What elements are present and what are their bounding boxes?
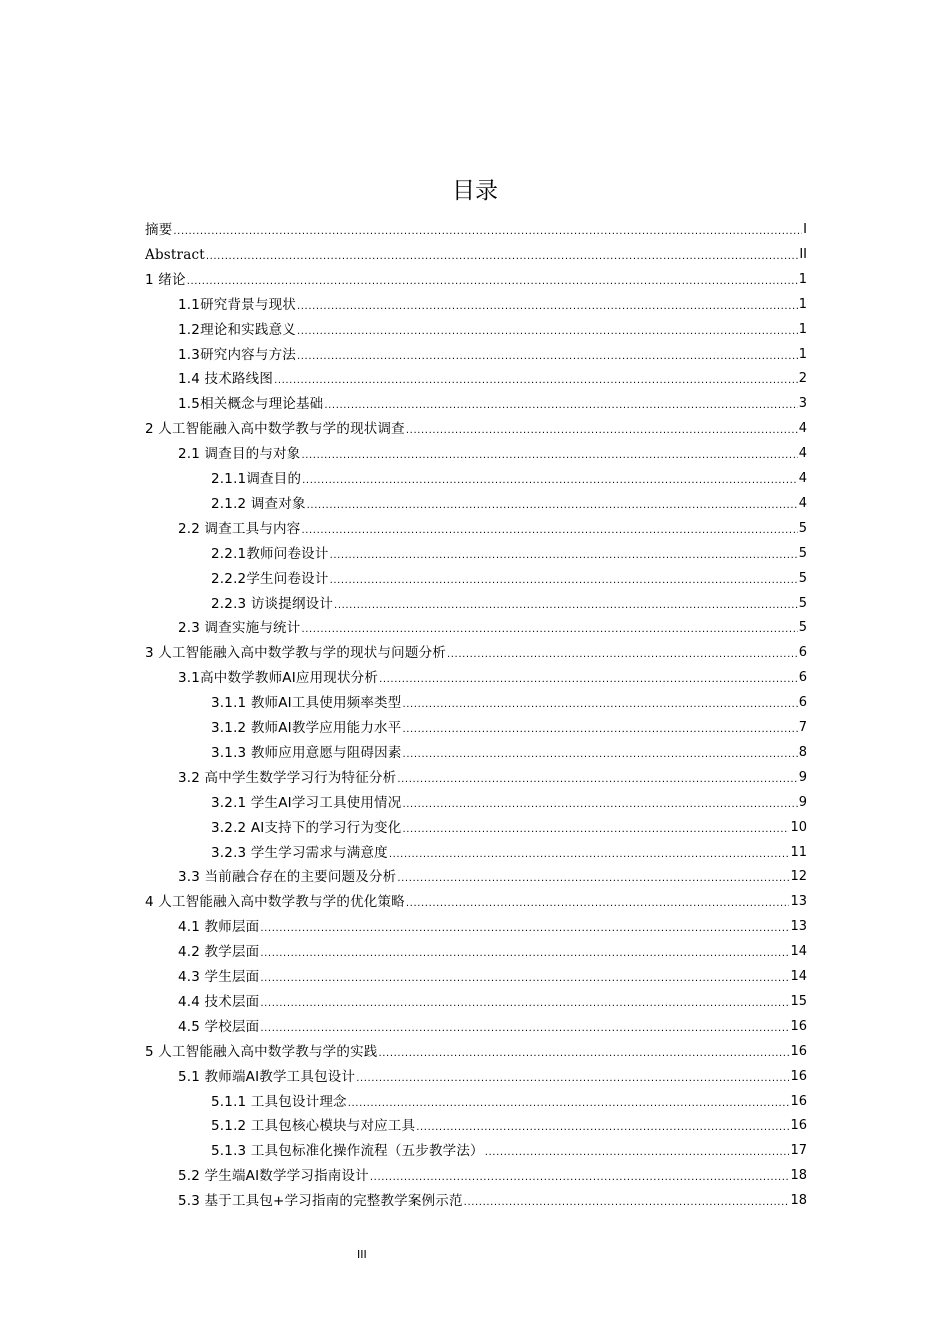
toc-entry-label: 5.2 学生端AI数学学习指南设计 [178, 1168, 369, 1185]
toc-entry-page: 7 [798, 720, 807, 735]
toc-entry-label: 5.1.3 工具包标准化操作流程（五步教学法） [211, 1143, 484, 1160]
dot-leader [324, 395, 797, 413]
toc-entry[interactable] [178, 613, 807, 637]
toc-entry-label: 2.2.2学生问卷设计 [211, 570, 329, 587]
toc-entry[interactable] [145, 414, 807, 438]
toc-entry[interactable] [178, 862, 807, 886]
toc-entry-page: 5 [798, 570, 807, 586]
toc-entry-label: 4.2 教学层面 [178, 944, 260, 961]
toc-entry[interactable] [145, 638, 807, 662]
toc-entry[interactable] [178, 962, 807, 986]
toc-title: 目录 [452, 178, 498, 204]
toc-entry-label: 1.5相关概念与理论基础 [178, 396, 324, 413]
toc-entry-page: 2 [798, 371, 807, 387]
toc-entry[interactable] [211, 813, 807, 837]
toc-entry-label: 1.3研究内容与方法 [178, 346, 296, 363]
toc-entry-label: 2.1 调查目的与对象 [178, 446, 301, 463]
dot-leader [397, 769, 797, 787]
toc-entry-label: 5 人工智能融入高中数学教与学的实践 [145, 1043, 378, 1060]
dot-leader [301, 619, 797, 637]
dot-leader [173, 221, 802, 239]
toc-entry[interactable] [145, 1037, 807, 1061]
dot-leader [274, 370, 798, 388]
toc-entry-page: 1 [798, 271, 807, 287]
dot-leader [260, 918, 789, 936]
toc-entry-label: 3.3 当前融合存在的主要问题及分析 [178, 869, 397, 886]
toc-entry[interactable] [145, 887, 807, 911]
dot-leader [402, 794, 797, 812]
toc-entry-page: I [803, 222, 807, 237]
toc-entry[interactable] [211, 688, 807, 712]
dot-leader [297, 346, 798, 364]
toc-entry-label: 3.2.2 AI支持下的学习行为变化 [211, 819, 402, 836]
toc-entry[interactable] [211, 838, 807, 862]
toc-entry-label: 4.4 技术层面 [178, 993, 260, 1010]
toc-entry-label: 3.1.1 教师AI工具使用频率类型 [211, 695, 402, 712]
dot-leader [297, 321, 798, 339]
toc-entry-page: 13 [790, 894, 807, 910]
toc-entry[interactable] [211, 464, 807, 488]
dot-leader [260, 968, 789, 986]
toc-entry[interactable] [211, 713, 807, 737]
toc-entry-label: 1 绪论 [145, 271, 186, 288]
toc-entry[interactable] [178, 1012, 807, 1036]
page-number: III [357, 1248, 367, 1261]
toc-entry[interactable] [178, 937, 807, 961]
toc-entry-label: 5.3 基于工具包+学习指南的完整教学案例示范 [178, 1193, 463, 1210]
toc-entry-label: 4.5 学校层面 [178, 1018, 260, 1035]
toc-entry-page: 12 [790, 869, 807, 885]
toc-entry-page: 17 [790, 1143, 807, 1159]
toc-entry[interactable] [145, 240, 807, 264]
toc-entry-page: 16 [790, 1068, 807, 1084]
toc-entry-page: 4 [798, 471, 807, 486]
toc-entry[interactable] [178, 912, 807, 936]
toc-entry-page: 11 [790, 844, 807, 860]
toc-entry-label: 2 人工智能融入高中数学教与学的现状调查 [145, 421, 405, 438]
toc-entry[interactable] [178, 364, 807, 388]
dot-leader [370, 1167, 790, 1185]
toc-entry-page: 9 [798, 769, 807, 785]
toc-entry-page: 5 [798, 520, 807, 536]
toc-entry[interactable] [178, 514, 807, 538]
toc-entry[interactable] [178, 340, 807, 364]
dot-leader [330, 570, 798, 588]
toc-entry[interactable] [211, 564, 807, 588]
toc-entry[interactable] [211, 738, 807, 762]
toc-entry-page: 18 [790, 1168, 807, 1184]
toc-entry-label: 4.1 教师层面 [178, 919, 260, 936]
toc-entry-label: 2.2.3 访谈提纲设计 [211, 595, 334, 612]
dot-leader [485, 1142, 790, 1160]
toc-entry[interactable] [211, 1087, 807, 1111]
toc-entry-label: 5.1.2 工具包核心模块与对应工具 [211, 1118, 416, 1135]
dot-leader [330, 545, 798, 563]
toc-entry-page: 5 [798, 595, 807, 611]
toc-entry-label: 4.3 学生层面 [178, 969, 260, 985]
toc-entry-page: II [799, 246, 807, 262]
toc-entry-page: 3 [798, 396, 807, 412]
toc-entry[interactable] [211, 539, 807, 563]
toc-entry-page: 10 [790, 819, 807, 835]
toc-entry-page: 5 [798, 545, 807, 561]
dot-leader [406, 420, 798, 438]
dot-leader [206, 246, 798, 264]
toc-entry-label: 2.1.2 调查对象 [211, 495, 306, 512]
toc-entry[interactable] [178, 1062, 807, 1086]
toc-entry-page: 14 [790, 969, 807, 984]
toc-entry[interactable] [178, 987, 807, 1011]
toc-entry[interactable] [145, 265, 807, 289]
toc-entry-page: 4 [798, 446, 807, 462]
dot-leader [416, 1117, 789, 1135]
toc-entry-page: 6 [798, 695, 807, 711]
toc-entry[interactable] [178, 389, 807, 413]
toc-entry-label: 1.2理论和实践意义 [178, 321, 296, 338]
toc-entry-page: 13 [790, 919, 807, 935]
toc-entry[interactable] [178, 663, 807, 687]
toc-entry[interactable] [211, 489, 807, 513]
dot-leader [378, 1043, 789, 1061]
dot-leader [297, 296, 798, 314]
toc-entry[interactable] [211, 1136, 807, 1160]
toc-entry-label: 4 人工智能融入高中数学教与学的优化策略 [145, 894, 405, 911]
toc-entry[interactable] [178, 290, 807, 314]
toc-entry-page: 4 [798, 421, 807, 437]
toc-entry-page: 16 [790, 1093, 807, 1109]
toc-entry-page: 1 [798, 321, 807, 337]
toc-entry-label: 2.1.1调查目的 [211, 471, 302, 487]
toc-entry[interactable] [211, 1111, 807, 1135]
toc-entry-label: 2.3 调查实施与统计 [178, 620, 301, 637]
toc-entry-label: 2.2.1教师问卷设计 [211, 545, 329, 562]
toc-entry-page: 6 [798, 645, 807, 661]
dot-leader [402, 694, 797, 712]
toc-entry[interactable] [178, 763, 807, 787]
dot-leader [301, 445, 797, 463]
toc-entry-page: 1 [798, 346, 807, 362]
toc-entry-page: 8 [798, 744, 807, 760]
toc-entry-label: 1.1研究背景与现状 [178, 296, 296, 313]
toc-entry-label: 3.1.2 教师AI教学应用能力水平 [211, 720, 402, 736]
dot-leader [406, 893, 790, 911]
toc-entry-label: 1.4 技术路线图 [178, 371, 274, 388]
toc-entry-label: Abstract [145, 246, 205, 263]
toc-entry-label: 2.2 调查工具与内容 [178, 520, 301, 537]
toc-entry-page: 1 [798, 296, 807, 312]
toc-entry-page: 16 [790, 1118, 807, 1134]
toc-entry-page: 15 [790, 993, 807, 1009]
toc-entry-page: 14 [790, 944, 807, 960]
toc-entry-page: 6 [798, 670, 807, 686]
toc-entry[interactable] [211, 788, 807, 812]
toc-entry-page: 18 [790, 1193, 807, 1209]
dot-leader [389, 844, 790, 862]
dot-leader [301, 520, 797, 538]
toc-entry-page: 4 [798, 495, 807, 511]
toc-entry[interactable] [178, 1161, 807, 1185]
dot-leader [464, 1192, 790, 1210]
toc-entry-page: 9 [798, 794, 807, 810]
dot-leader [302, 470, 798, 488]
toc-entry[interactable] [178, 439, 807, 463]
toc-entry-page: 16 [790, 1043, 807, 1059]
dot-leader [260, 943, 789, 961]
toc-entry-label: 3 人工智能融入高中数学教与学的现状与问题分析 [145, 645, 446, 662]
toc-entry[interactable] [211, 589, 807, 613]
dot-leader [260, 993, 789, 1011]
dot-leader [356, 1068, 789, 1086]
dot-leader [334, 595, 798, 613]
toc-entry-label: 5.1 教师端AI教学工具包设计 [178, 1068, 356, 1085]
toc-entry[interactable] [178, 315, 807, 339]
toc-entry-label: 摘要 [145, 222, 173, 238]
dot-leader [447, 644, 798, 662]
toc-entry-label: 3.2 高中学生数学学习行为特征分析 [178, 769, 397, 786]
dot-leader [260, 1018, 789, 1036]
dot-leader [397, 868, 789, 886]
toc-entry-label: 3.1高中数学教师AI应用现状分析 [178, 670, 379, 687]
toc-entry[interactable] [145, 215, 807, 239]
toc-entry-label: 3.1.3 教师应用意愿与阻碍因素 [211, 744, 402, 761]
dot-leader [403, 744, 798, 762]
toc-entry-label: 3.2.1 学生AI学习工具使用情况 [211, 794, 402, 811]
dot-leader [187, 271, 798, 289]
dot-leader [379, 669, 798, 687]
dot-leader [402, 719, 797, 737]
toc-entry-label: 5.1.1 工具包设计理念 [211, 1093, 347, 1110]
dot-leader [402, 819, 789, 837]
toc-entry-label: 3.2.3 学生学习需求与满意度 [211, 844, 388, 861]
toc-entry[interactable] [178, 1186, 807, 1210]
toc-entry-page: 5 [798, 620, 807, 636]
toc-entry-page: 16 [790, 1018, 807, 1034]
dot-leader [348, 1093, 790, 1111]
dot-leader [307, 495, 798, 513]
